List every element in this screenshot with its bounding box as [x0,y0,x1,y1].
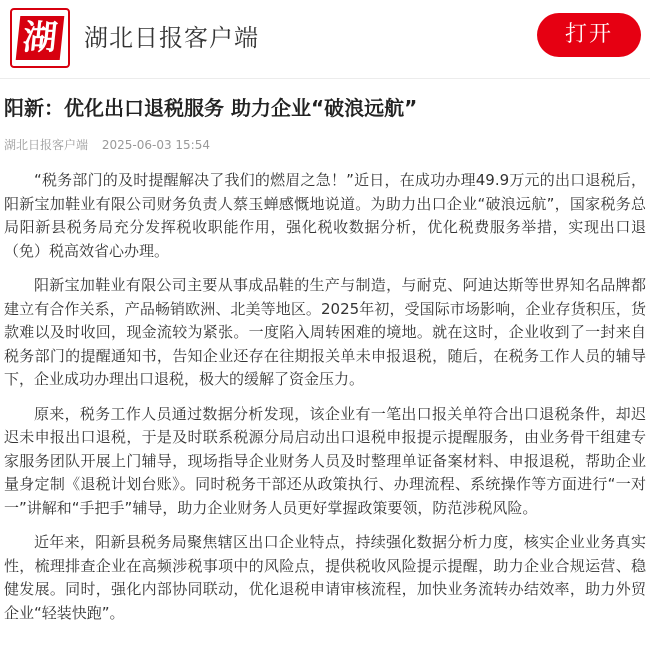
app-name: 湖北日报客户端 [84,24,259,52]
app-header [0,0,650,79]
article-paragraph: 阳新宝加鞋业有限公司主要从事成品鞋的生产与制造，与耐克、阿迪达斯等世界知名品牌都建立有合作关系，产品畅销欧洲、北美等地区。2025年初，受国际市场影响，企业存货积压，货款难以及时收回，现金流较为紧张。一度陷入周转困难的境地。就在这时，企业收到了一封来自税务部门的提醒通知书，告知企业还存在往期报关单未申报退税，随后，在税务工作人员的辅导下，企业成功办理出口退税，极大的缓解了资金压力。 [4,276,646,388]
article-source[interactable]: 湖北日报客户端 [4,138,89,152]
app-logo[interactable] [10,8,70,68]
article-title: 阳新：优化出口退税服务 助力企业“破浪远航” [4,96,418,120]
open-app-button[interactable]: 打开 [537,13,641,57]
article-datetime: 2025-06-03 15:54 [101,138,210,152]
article-meta [4,137,220,153]
logo-mark: 湖 [16,16,65,60]
article-paragraph: “税务部门的及时提醒解决了我们的燃眉之急！”近日，在成功办理49.9万元的出口退税后，阳新宝加鞋业有限公司财务负责人蔡玉蝉感慨地说道。为助力出口企业“破浪远航”，国家税务总局阳新县税务局充分发挥税收职能作用，强化税收数据分析，优化税费服务举措，实现出口退（免）税高效省心办理。 [4,171,646,260]
article-paragraph: 原来，税务工作人员通过数据分析发现，该企业有一笔出口报关单符合出口退税条件，却迟迟未申报出口退税，于是及时联系税源分局启动出口退税申报提示提醒服务，由业务骨干组建专家服务团队开展上门辅导，现场指导企业财务人员及时整理单证备案材料、申报退税，帮助企业量身定制《退税计划台账》。同时税务干部还从政策执行、办理流程、系统操作等方面进行“一对一”讲解和“手把手”辅导，助力企业财务人员更好掌握政策要领，防范涉税风险。 [4,404,646,517]
article-body [4,169,646,636]
article-paragraph: 近年来，阳新县税务局聚焦辖区出口企业特点，持续强化数据分析力度，核实企业业务真实性，梳理排查企业在高频涉税事项中的风险点，提供税收风险提示提醒，助力企业合规运营、稳健发展。同时，强化内部协同联动，优化退税申请审核流程，加快业务流转办结效率，助力外贸企业“轻装快跑”。 [4,533,646,622]
